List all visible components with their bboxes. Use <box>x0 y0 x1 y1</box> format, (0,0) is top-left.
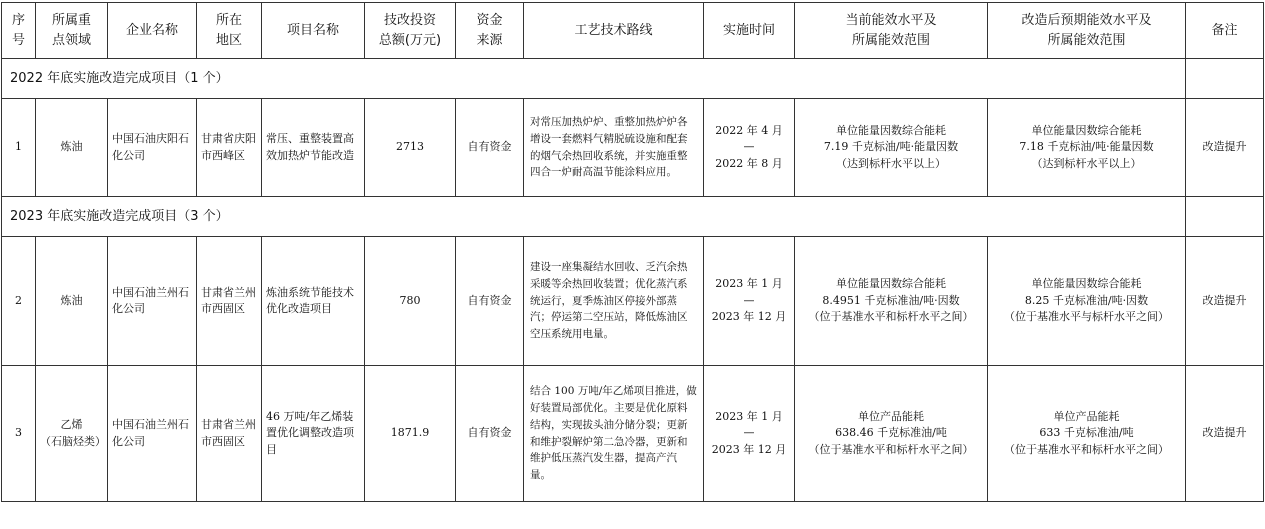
current-range: （位于基准水平和标杆水平之间） <box>808 442 974 456</box>
time-dash: — <box>743 426 755 440</box>
header-project: 项目名称 <box>262 3 365 59</box>
expected-range: （位于基准水平与标杆水平之间） <box>1004 310 1169 324</box>
time-dash: — <box>743 293 755 307</box>
cell-fund: 自有资金 <box>456 366 524 502</box>
cell-expected <box>988 99 1186 197</box>
header-route: 工艺技术路线 <box>524 3 704 59</box>
header-seq: 序 号 <box>2 3 36 59</box>
time-start: 2023 年 1 月 <box>715 277 783 291</box>
time-dash: — <box>743 140 755 154</box>
section-title: 2023 年底实施改造完成项目（3 个） <box>2 197 1186 237</box>
cell-seq: 3 <box>2 366 36 502</box>
cell-fund: 自有资金 <box>456 99 524 197</box>
expected-metric: 单位产品能耗 <box>1053 409 1120 423</box>
cell-field: 炼油 <box>36 237 108 366</box>
cell-region: 甘肃省庆阳市西峰区 <box>197 99 262 197</box>
current-value: 8.4951 千克标准油/吨·因数 <box>822 293 960 307</box>
cell-seq: 1 <box>2 99 36 197</box>
cell-seq: 2 <box>2 237 36 366</box>
cell-field: 炼油 <box>36 99 108 197</box>
cell-project: 46 万吨/年乙烯装置优化调整改造项目 <box>262 366 365 502</box>
table-row <box>2 99 1264 197</box>
header-expected: 改造后预期能效水平及 所属能效范围 <box>988 3 1186 59</box>
project-table <box>1 2 1264 502</box>
cell-investment: 2713 <box>365 99 456 197</box>
header-investment: 技改投资 总额(万元) <box>365 3 456 59</box>
section-row-2023 <box>2 197 1264 237</box>
cell-note: 改造提升 <box>1186 366 1264 502</box>
cell-investment: 780 <box>365 237 456 366</box>
cell-project: 常压、重整装置高效加热炉节能改造 <box>262 99 365 197</box>
section-blank-cell <box>1186 197 1264 237</box>
time-end: 2023 年 12 月 <box>711 310 787 324</box>
cell-time <box>704 237 795 366</box>
cell-region: 甘肃省兰州市西固区 <box>197 366 262 502</box>
expected-range: （位于基准水平和标杆水平之间） <box>1004 442 1169 456</box>
cell-expected <box>988 237 1186 366</box>
current-value: 7.19 千克标油/吨·能量因数 <box>823 140 959 154</box>
cell-investment: 1871.9 <box>365 366 456 502</box>
cell-route: 结合 100 万吨/年乙烯项目推进，做好装置局部优化。主要是优化原料结构，实现拔头油分储分裂；更新和维护裂解炉第二急冷器，更新和维护低压蒸汽发生器，提高产汽量。 <box>524 366 704 502</box>
table-row <box>2 366 1264 502</box>
header-note: 备注 <box>1186 3 1264 59</box>
cell-company: 中国石油兰州石化公司 <box>108 237 197 366</box>
header-row <box>2 3 1264 59</box>
expected-value: 8.25 千克标准油/吨·因数 <box>1024 293 1149 307</box>
cell-company: 中国石油庆阳石化公司 <box>108 99 197 197</box>
time-end: 2022 年 8 月 <box>715 156 783 170</box>
header-fund: 资金 来源 <box>456 3 524 59</box>
section-row-2022 <box>2 59 1264 99</box>
section-title: 2022 年底实施改造完成项目（1 个） <box>2 59 1186 99</box>
cell-company: 中国石油兰州石化公司 <box>108 366 197 502</box>
time-end: 2023 年 12 月 <box>711 442 787 456</box>
expected-value: 633 千克标准油/吨 <box>1039 426 1134 440</box>
header-region: 所在 地区 <box>197 3 262 59</box>
header-time: 实施时间 <box>704 3 795 59</box>
current-range: （位于基准水平和标杆水平之间） <box>808 310 974 324</box>
expected-metric: 单位能量因数综合能耗 <box>1031 123 1142 137</box>
header-company: 企业名称 <box>108 3 197 59</box>
current-value: 638.46 千克标准油/吨 <box>835 426 947 440</box>
time-start: 2022 年 4 月 <box>715 123 783 137</box>
cell-current <box>795 237 988 366</box>
current-metric: 单位能量因数综合能耗 <box>836 123 946 137</box>
cell-route: 对常压加热炉炉、重整加热炉炉各增设一套燃料气精脱硫设施和配套的烟气余热回收系统，并实施重整四合一炉耐高温节能涂料应用。 <box>524 99 704 197</box>
current-metric: 单位产品能耗 <box>858 409 924 423</box>
header-current: 当前能效水平及 所属能效范围 <box>795 3 988 59</box>
current-range: （达到标杆水平以上） <box>836 156 946 170</box>
expected-value: 7.18 千克标油/吨·能量因数 <box>1019 140 1154 154</box>
time-start: 2023 年 1 月 <box>715 409 783 423</box>
cell-route: 建设一座集凝结水回收、乏汽余热采暖等余热回收装置；优化蒸汽系统运行，夏季炼油区停接外部蒸汽；停运第二空压站，降低炼油区空压系统用电量。 <box>524 237 704 366</box>
cell-fund: 自有资金 <box>456 237 524 366</box>
cell-current <box>795 99 988 197</box>
cell-field: 乙烯 （石脑烃类） <box>36 366 108 502</box>
cell-region: 甘肃省兰州市西固区 <box>197 237 262 366</box>
cell-project: 炼油系统节能技术优化改造项目 <box>262 237 365 366</box>
current-metric: 单位能量因数综合能耗 <box>836 277 946 291</box>
table-row <box>2 237 1264 366</box>
cell-current <box>795 366 988 502</box>
cell-time <box>704 366 795 502</box>
expected-metric: 单位能量因数综合能耗 <box>1031 277 1142 291</box>
expected-range: （达到标杆水平以上） <box>1031 156 1142 170</box>
cell-expected <box>988 366 1186 502</box>
header-field: 所属重 点领域 <box>36 3 108 59</box>
cell-note: 改造提升 <box>1186 99 1264 197</box>
cell-time <box>704 99 795 197</box>
section-blank-cell <box>1186 59 1264 99</box>
cell-note: 改造提升 <box>1186 237 1264 366</box>
